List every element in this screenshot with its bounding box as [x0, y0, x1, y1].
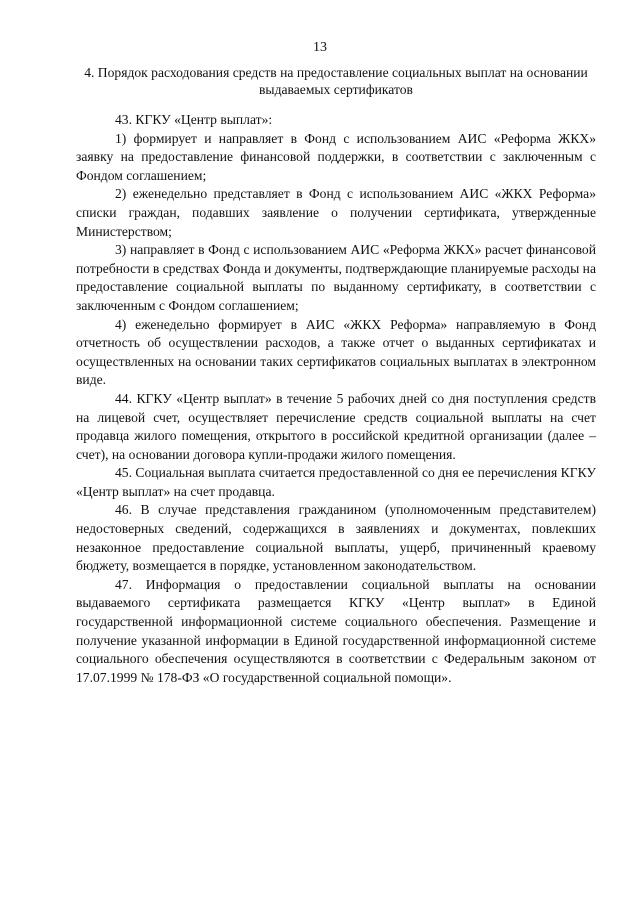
paragraph-46: 46. В случае представления гражданином (уполномоченным представителем) недостоверных сведений, содержащихся в заявлениях и документах, повлекших незаконное предоставление социальной выплаты, ущерб, причиненный краевому бюджету, возмещается в порядке, установленном законодательством. [76, 502, 596, 574]
paragraph-45: 45. Социальная выплата считается предоставленной со дня ее перечисления КГКУ «Центр выплат» на счет продавца. [76, 465, 596, 499]
paragraph-47: 47. Информация о предоставлении социальной выплаты на основании выдаваемого сертификата размещается КГКУ «Центр выплат» в Единой государственной информационной системе социального обеспечения. Размещение и получение указанной информации в Единой государственной информационной системе социального обеспечения осуществляются в соответствии с Федеральным законом от 17.07.1999 № 178-ФЗ «О государственной социальной помощи». [76, 576, 596, 685]
paragraph-43-item-1: 1) формирует и направляет в Фонд с использованием АИС «Реформа ЖКХ» заявку на предоставление финансовой поддержки, в соответствии с заключенным с Фондом соглашением; [76, 130, 596, 183]
paragraph-43-item-2: 2) еженедельно представляет в Фонд с использованием АИС «ЖКХ Реформа» списки граждан, подавших заявление о получении сертификата, утвержденные Министерством; [76, 186, 596, 239]
document-body [76, 111, 596, 687]
paragraph-43-intro: 43. КГКУ «Центр выплат»: [115, 112, 273, 127]
page-number: 13 [313, 40, 327, 55]
section-heading: 4. Порядок расходования средств на предоставление социальных выплат на основании выдаваемых сертификатов [84, 65, 588, 97]
paragraph-43-item-3: 3) направляет в Фонд с использованием АИС «Реформа ЖКХ» расчет финансовой потребности в средствах Фонда и документы, подтверждающие планируемые расходы на предоставление социальной выплаты по выданному сертификату, в соответствии с заключенным с Фондом соглашением; [76, 242, 596, 313]
paragraph-44: 44. КГКУ «Центр выплат» в течение 5 рабочих дней со дня поступления средств на лицевой счет, осуществляет перечисление средств социальной выплаты на счет продавца жилого помещения, открытого в российской кредитной организации (далее – счет), на основании договора купли-продажи жилого помещения. [76, 390, 596, 462]
paragraph-43-item-4: 4) еженедельно формирует в АИС «ЖКХ Реформа» направляемую в Фонд отчетность об осуществлении расходов, а также отчет о выданных сертификатах и осуществленных на основании таких сертификатов социальных выплатах в электронном виде. [76, 316, 596, 388]
